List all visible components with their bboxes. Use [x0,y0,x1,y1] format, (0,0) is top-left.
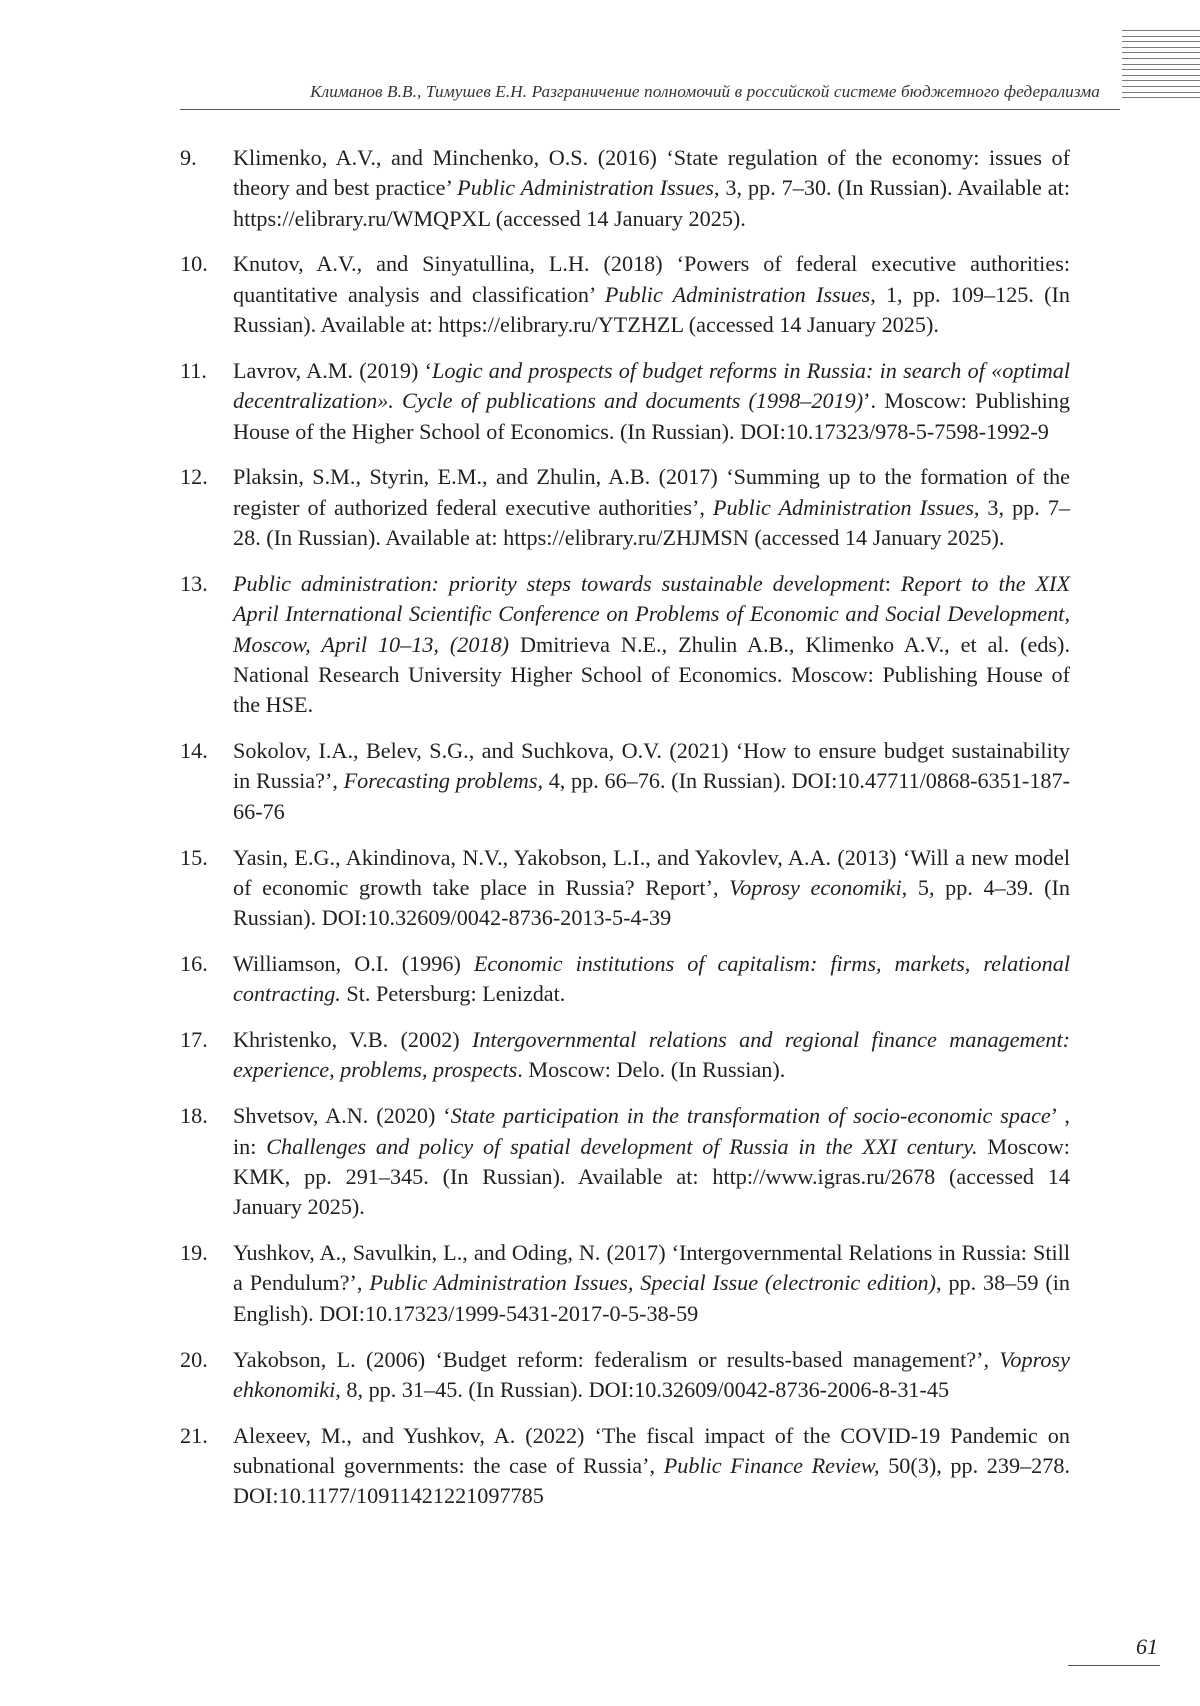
reference-number: 16. [180,950,208,976]
reference-title-italic: Public Administration Issues [604,281,871,307]
reference-text [233,145,1070,231]
reference-item [180,949,1070,1010]
reference-text [233,845,1070,931]
corner-decoration [1122,30,1200,110]
reference-text-run: 50(3), pp. 239–278. DOI:10.1177/10911421221097785 [233,1453,1070,1509]
reference-title-italic: Voprosy economiki [729,874,902,900]
reference-number: 18. [180,1103,208,1129]
reference-text [233,1240,1070,1326]
footer-rule [1068,1665,1160,1666]
reference-item [180,569,1070,720]
reference-text-run: Dmitrieva N.E., Zhulin A.B., Klimenko A.V., et al. (eds). National Research University Higher School of Economics. Moscow: Publishing House of the HSE. [233,631,1070,718]
reference-text [233,1347,1070,1402]
reference-item [180,462,1070,553]
reference-item [180,143,1070,234]
reference-title-italic: Logic and prospects of budget reforms in Russia: in search of «optimal decentralization». Cycle of publications and documents (1998–2019) [233,357,1071,414]
reference-item [180,1101,1070,1222]
reference-text-run: , 1, pp. 109–125. (In Russian). Available at: https://elibrary.ru/YTZHZL (accessed 14 January 2025). [233,281,1071,338]
reference-number: 21. [180,1422,208,1448]
reference-title-italic: Public Administration Issues, Special Issue (electronic edition) [369,1270,937,1296]
reference-text [233,738,1070,824]
reference-number: 14. [180,738,208,764]
reference-text-run: , pp. 38–59 (in English). DOI:10.17323/1999-5431-2017-0-5-38-59 [233,1270,1070,1326]
reference-text-run: , 3, pp. 7–28. (In Russian). Available at: https://elibrary.ru/ZHJMSN (accessed 14 January 2025). [233,494,1070,551]
reference-text-run: Yakobson, L. (2006) ‘Budget reform: federalism or results-based management?’, [233,1346,1000,1372]
running-head: Климанов В.В., Тимушев Е.Н. Разграничение полномочий в российской системе бюджетного федерализма [310,82,1100,101]
reference-text-run: . Moscow: Delo. (In Russian). [517,1057,786,1083]
reference-title-italic: Public Finance Review, [663,1453,880,1479]
reference-title-italic: Public administration: priority steps towards sustainable development [233,570,885,596]
page-number: 61 [1136,1634,1158,1659]
reference-title-italic: Economic institutions of capitalism: firms, markets, relational contracting. [233,950,1071,1007]
reference-list [180,143,1070,1527]
reference-text [233,951,1070,1006]
reference-text-run: Moscow: KMK, pp. 291–345. (In Russian). Available at: http://www.igras.ru/2678 (accessed 14 January 2025). [233,1133,1070,1220]
reference-text-run: Khristenko, V.B. (2002) [233,1027,473,1053]
reference-item [180,736,1070,827]
reference-text-run: Sokolov, I.A., Belev, S.G., and Suchkova, O.V. (2021) ‘How to ensure budget sustainability in Russia?’, [233,738,1070,794]
reference-text-run: ’ , in: [233,1103,1070,1159]
reference-text-run: Klimenko, A.V., and Minchenko, O.S. (2016) ‘State regulation of the economy: issues of theory and best practice’ [233,145,1070,201]
reference-text-run: Williamson, O.I. (1996) [233,950,474,976]
reference-title-italic: Public Administration Issues [712,494,974,520]
reference-text-run: ’. Moscow: Publishing House of the Higher School of Economics. (In Russian). DOI:10.17323/978-5-7598-1992-9 [233,388,1070,444]
reference-number: 15. [180,844,208,870]
reference-number: 11. [180,357,207,383]
reference-title-italic: State participation in the transformation of socio-economic space [450,1103,1051,1129]
reference-item [180,249,1070,340]
reference-item [180,356,1070,447]
reference-text-run: Yushkov, A., Savulkin, L., and Oding, N. (2017) ‘Intergovernmental Relations in Russia: Still a Pendulum?’, [233,1240,1070,1296]
reference-text [233,571,1070,717]
reference-text [233,1423,1070,1509]
reference-text [233,1027,1070,1082]
reference-text-run: Plaksin, S.M., Styrin, E.M., and Zhulin, A.B. (2017) ‘Summing up to the formation of the register of authorized federal executive authorities’, [233,464,1070,520]
reference-number: 17. [180,1027,208,1053]
reference-number: 20. [180,1346,208,1372]
reference-title-italic: Voprosy ehkonomiki [233,1346,1070,1402]
reference-text-run: , 5, pp. 4–39. (In Russian). DOI:10.32609/0042-8736-2013-5-4-39 [233,874,1070,931]
reference-item [180,1345,1070,1406]
reference-item [180,1421,1070,1512]
reference-title-italic: Forecasting problems, [343,768,544,794]
reference-number: 12. [180,464,208,490]
reference-item [180,1238,1070,1329]
reference-item [180,843,1070,934]
reference-text-run: Shvetsov, A.N. (2020) ‘ [233,1103,451,1129]
reference-title-italic: Report to the XIX April International Scientific Conference on Problems of Economic and Social Development, Moscow, April 10–13, (2018) [233,570,1070,657]
reference-number: 13. [180,570,208,596]
reference-text-run: : [884,570,901,596]
reference-text-run: , 3, pp. 7–30. (In Russian). Available at: https://elibrary.ru/WMQPXL (accessed 14 January 2025). [233,175,1070,231]
reference-text [233,464,1070,550]
header-rule [180,109,1120,110]
reference-text-run: Knutov, A.V., and Sinyatullina, L.H. (2018) ‘Powers of federal executive authorities: quantitative analysis and classification’ [233,251,1070,307]
reference-title-italic: Intergovernmental relations and regional finance management: experience, problems, prospects [233,1027,1070,1083]
reference-text-run: Yasin, E.G., Akindinova, N.V., Yakobson, L.I., and Yakovlev, A.A. (2013) ‘Will a new model of economic growth take place in Russia? Report’, [233,844,1070,900]
reference-text [233,251,1070,337]
reference-text-run: , 8, pp. 31–45. (In Russian). DOI:10.32609/0042-8736-2006-8-31-45 [335,1376,950,1402]
reference-text [233,358,1070,444]
reference-item [180,1025,1070,1086]
reference-text-run: Lavrov, A.M. (2019) ‘ [233,357,433,383]
reference-title-italic: Challenges and policy of spatial development of Russia in the XXI century. [266,1133,978,1159]
reference-text-run: Alexeev, M., and Yushkov, A. (2022) ‘The fiscal impact of the COVID-19 Pandemic on subnational governments: the case of Russia’, [233,1422,1070,1479]
reference-text-run: 4, pp. 66–76. (In Russian). DOI:10.47711/0868-6351-187-66-76 [233,768,1070,824]
reference-number: 9. [180,145,197,170]
reference-number: 19. [180,1240,208,1266]
reference-title-italic: Public Administration Issues [457,175,714,201]
reference-text [233,1103,1070,1219]
reference-text-run: St. Petersburg: Lenizdat. [340,981,566,1007]
reference-number: 10. [180,251,208,277]
